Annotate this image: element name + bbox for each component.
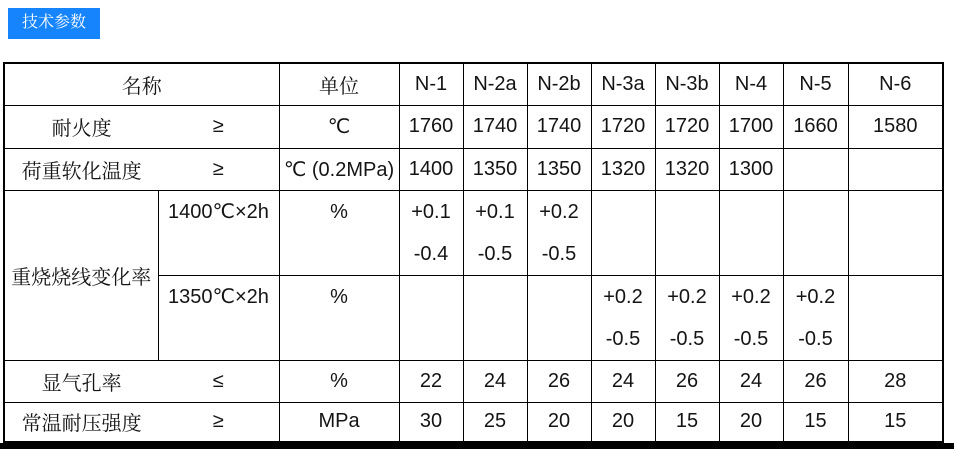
value-cell: +0.2 -0.5 (719, 275, 783, 360)
col-header-unit: 单位 (279, 63, 399, 105)
col-header-grade: N-3b (655, 63, 719, 105)
value-cell (783, 190, 848, 275)
unit-cell: ℃ (279, 105, 399, 148)
value-cell: 1700 (719, 105, 783, 148)
value-cell: +0.1 -0.4 (399, 190, 463, 275)
unit-cell: % (279, 190, 399, 275)
row-porosity (4, 360, 943, 402)
value-cell: 1580 (848, 105, 943, 148)
row-reheat-1400 (4, 190, 943, 275)
value-cell (719, 190, 783, 275)
value-cell: 22 (399, 360, 463, 402)
unit-cell: MPa (279, 402, 399, 442)
property-name: 耐火度 (51, 118, 112, 140)
value-cell (527, 275, 591, 360)
value-cell: 20 (527, 402, 591, 442)
value-cell: 25 (463, 402, 527, 442)
value-cell: +0.2 -0.5 (527, 190, 591, 275)
row-compressive-strength (4, 402, 943, 442)
property-name-cell (4, 148, 279, 190)
value-cell (591, 190, 655, 275)
comparison-symbol: ≥ (212, 157, 224, 180)
value-cell (848, 275, 943, 360)
value-cell: 1400 (399, 148, 463, 190)
value-cell: 24 (463, 360, 527, 402)
property-name-cell (4, 105, 279, 148)
col-header-grade: N-4 (719, 63, 783, 105)
technical-parameters-table (3, 62, 944, 443)
col-header-grade: N-2a (463, 63, 527, 105)
value-cell: 20 (591, 402, 655, 442)
unit-cell: % (279, 275, 399, 360)
property-name: 显气孔率 (41, 372, 122, 395)
value-cell: 1740 (527, 105, 591, 148)
value-cell: 1300 (719, 148, 783, 190)
comparison-symbol: ≤ (212, 369, 224, 392)
row-refractoriness (4, 105, 943, 148)
value-cell (848, 190, 943, 275)
property-name-cell (4, 360, 279, 402)
unit-cell: % (279, 360, 399, 402)
value-cell: 1350 (527, 148, 591, 190)
property-name: 常温耐压强度 (21, 413, 142, 436)
value-cell: 1350 (463, 148, 527, 190)
value-cell: 28 (848, 360, 943, 402)
value-cell: 15 (783, 402, 848, 442)
value-cell: 1760 (399, 105, 463, 148)
value-cell (783, 148, 848, 190)
col-header-grade: N-5 (783, 63, 848, 105)
value-cell: 1320 (591, 148, 655, 190)
condition-cell: 1350℃×2h (158, 275, 279, 360)
value-cell: 1660 (783, 105, 848, 148)
value-cell: 1720 (591, 105, 655, 148)
comparison-symbol: ≥ (212, 115, 224, 137)
value-cell: +0.2 -0.5 (655, 275, 719, 360)
unit-cell: ℃ (0.2MPa) (279, 148, 399, 190)
table-bottom-border (0, 443, 954, 449)
value-cell: +0.2 -0.5 (591, 275, 655, 360)
col-header-name: 名称 (4, 63, 279, 105)
condition-cell: 1400℃×2h (158, 190, 279, 275)
value-cell (655, 190, 719, 275)
value-cell: 1740 (463, 105, 527, 148)
value-cell (848, 148, 943, 190)
value-cell: 26 (527, 360, 591, 402)
property-name-cell: 重烧烧线变化率 (4, 190, 158, 360)
comparison-symbol: ≥ (212, 410, 224, 433)
row-load-softening (4, 148, 943, 190)
property-name-cell (4, 402, 279, 442)
value-cell: 20 (719, 402, 783, 442)
col-header-grade: N-1 (399, 63, 463, 105)
value-cell: 24 (719, 360, 783, 402)
col-header-grade: N-6 (848, 63, 943, 105)
section-title-badge: 技术参数 (8, 8, 100, 39)
table-header-row (4, 63, 943, 105)
value-cell (463, 275, 527, 360)
value-cell: 15 (848, 402, 943, 442)
value-cell: +0.1 -0.5 (463, 190, 527, 275)
value-cell: 15 (655, 402, 719, 442)
property-name: 荷重软化温度 (21, 160, 142, 183)
value-cell: 26 (655, 360, 719, 402)
value-cell: 24 (591, 360, 655, 402)
value-cell: 30 (399, 402, 463, 442)
col-header-grade: N-2b (527, 63, 591, 105)
value-cell: +0.2 -0.5 (783, 275, 848, 360)
col-header-grade: N-3a (591, 63, 655, 105)
value-cell: 26 (783, 360, 848, 402)
value-cell (399, 275, 463, 360)
value-cell: 1320 (655, 148, 719, 190)
value-cell: 1720 (655, 105, 719, 148)
